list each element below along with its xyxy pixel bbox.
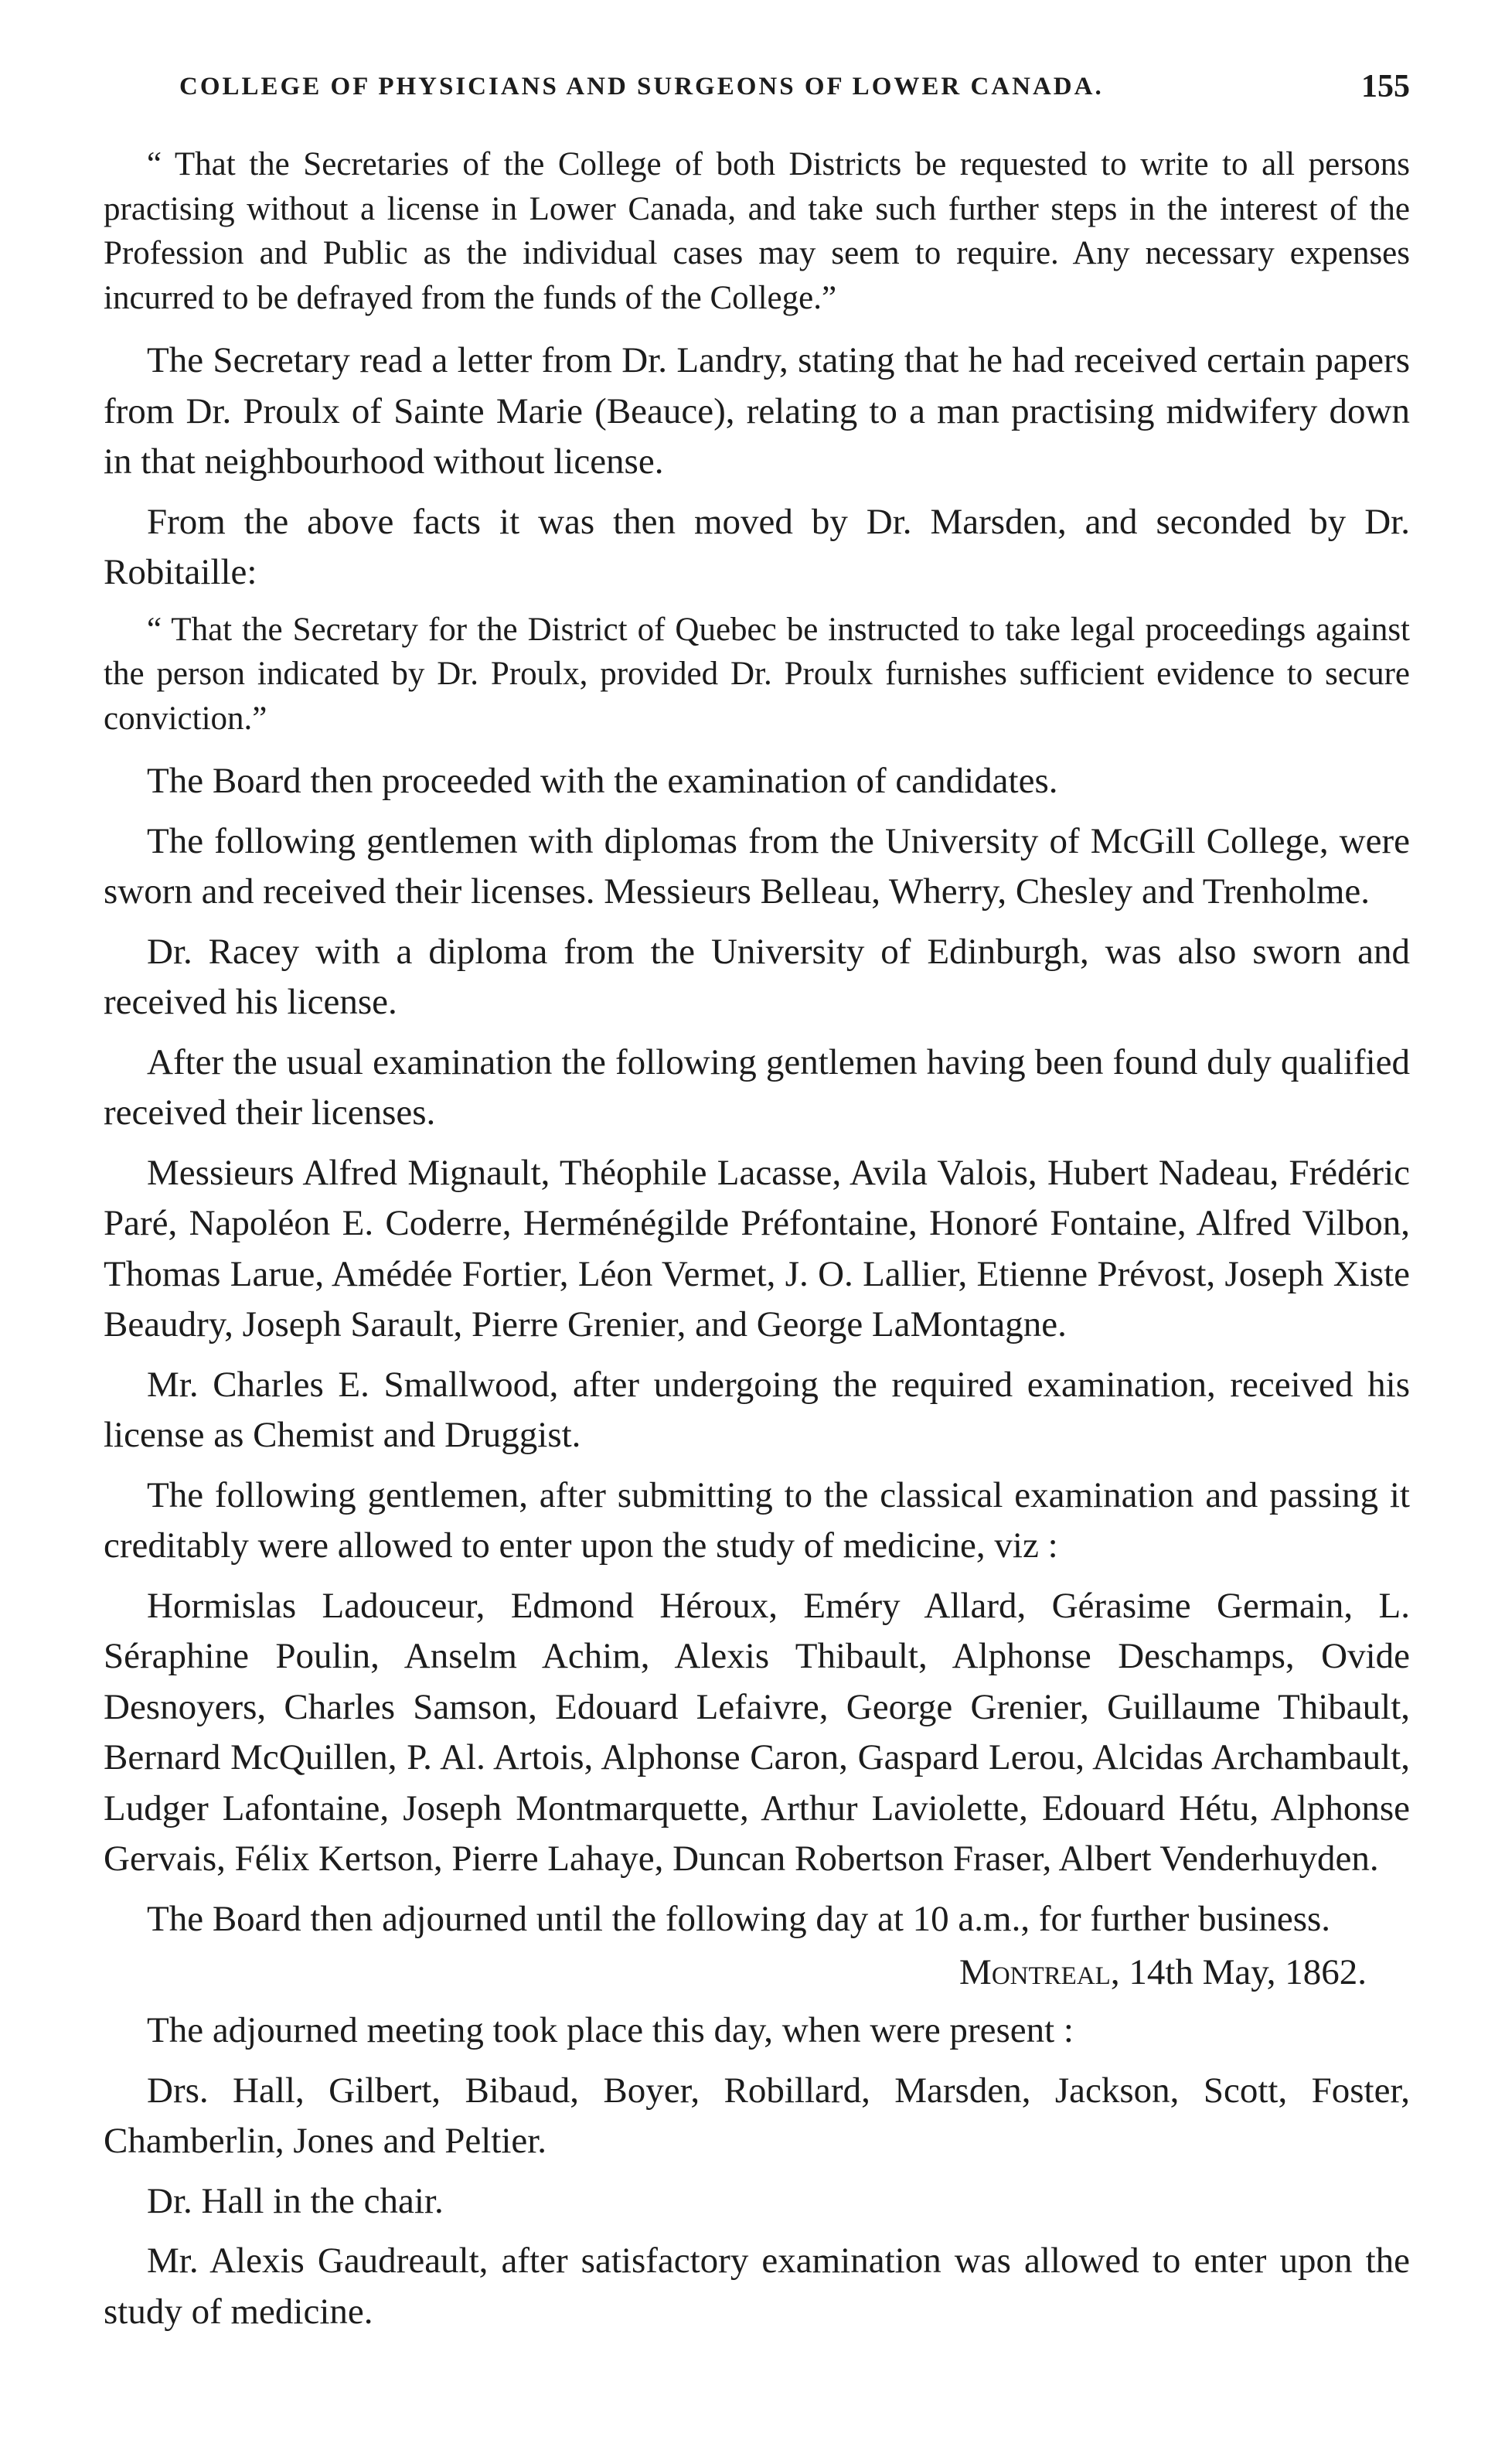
resolution-paragraph: “ That the Secretaries of the College of both Districts be requested to write to all persons practising without a license in Lower Canada, and take such further steps in the interest of the Profession and Public as the individual cases may seem to require. Any necessary expenses incurred to be defrayed from the funds of the College.” <box>104 146 1410 316</box>
body-paragraph: The Board then adjourned until the following day at 10 a.m., for further business. <box>147 1898 1331 1939</box>
document-page <box>104 68 1410 2346</box>
page-number: 155 <box>1361 69 1410 104</box>
body-paragraph: Dr. Racey with a diploma from the University of Edinburgh, was also sworn and received his license. <box>104 931 1410 1022</box>
running-title: COLLEGE OF PHYSICIANS AND SURGEONS OF LOWER CANADA. <box>179 73 1104 101</box>
body-paragraph: The Board then proceeded with the examination of candidates. <box>147 761 1058 801</box>
resolution-paragraph: “ That the Secretary for the District of Quebec be instructed to take legal proceedings against the person indicated by Dr. Proulx, provided Dr. Proulx furnishes sufficient evidence to secure conviction.” <box>104 611 1410 737</box>
body-paragraph: Dr. Hall in the chair. <box>147 2180 444 2221</box>
attendee-list: Drs. Hall, Gilbert, Bibaud, Boyer, Robillard, Marsden, Jackson, Scott, Foster, Chamberlin, Jones and Peltier. <box>104 2070 1410 2161</box>
licensee-list: Messieurs Alfred Mignault, Théophile Lacasse, Avila Valois, Hubert Nadeau, Frédéric Paré, Napoléon E. Coderre, Herménégilde Préfontaine, Honoré Fontaine, Alfred Vilbon, Thomas Larue, Amédée Fortier, Léon Vermet, J. O. Lallier, Etienne Prévost, Joseph Xiste Beaudry, Joseph Sarault, Pierre Grenier, and George LaMontagne. <box>104 1152 1410 1344</box>
dateline-date: 14th May, 1862. <box>1119 1952 1367 1992</box>
body-paragraph: Mr. Charles E. Smallwood, after undergoing the required examination, received his license as Chemist and Druggist. <box>104 1364 1410 1455</box>
body-paragraph: From the above facts it was then moved by Dr. Marsden, and seconded by Dr. Robitaille: <box>104 501 1410 592</box>
body-paragraph: The adjourned meeting took place this day, when were present : <box>147 2010 1074 2050</box>
student-list: Hormislas Ladouceur, Edmond Héroux, Eméry Allard, Gérasime Germain, L. Séraphine Poulin, Anselm Achim, Alexis Thibault, Alphonse Deschamps, Ovide Desnoyers, Charles Samson, Edouard Lefaivre, George Grenier, Guillaume Thibault, Bernard McQuillen, P. Al. Artois, Alphonse Caron, Gaspard Lerou, Alcidas Archambault, Ludger Lafontaine, Joseph Montmarquette, Arthur Laviolette, Edouard Hétu, Alphonse Gervais, Félix Kertson, Pierre Lahaye, Duncan Robertson Fraser, Albert Venderhuyden. <box>104 1585 1410 1879</box>
dateline <box>104 1948 1410 1998</box>
body-paragraph: Mr. Alexis Gaudreault, after satisfactory examination was allowed to enter upon the study of medicine. <box>104 2241 1410 2332</box>
dateline-place: Montreal, <box>959 1952 1120 1992</box>
page-header <box>104 68 1410 114</box>
body-paragraph: The Secretary read a letter from Dr. Landry, stating that he had received certain papers from Dr. Proulx of Sainte Marie (Beauce), relating to a man practising midwifery down in that neighbourhood without license. <box>104 340 1410 482</box>
body-paragraph: After the usual examination the following gentlemen having been found duly qualified received their licenses. <box>104 1041 1410 1133</box>
body-paragraph: The following gentlemen, after submitting to the classical examination and passing it creditably were allowed to enter upon the study of medicine, viz : <box>104 1474 1410 1566</box>
body-paragraph: The following gentlemen with diplomas from the University of McGill College, were sworn and received their licenses. Messieurs Belleau, Wherry, Chesley and Trenholme. <box>104 820 1410 912</box>
